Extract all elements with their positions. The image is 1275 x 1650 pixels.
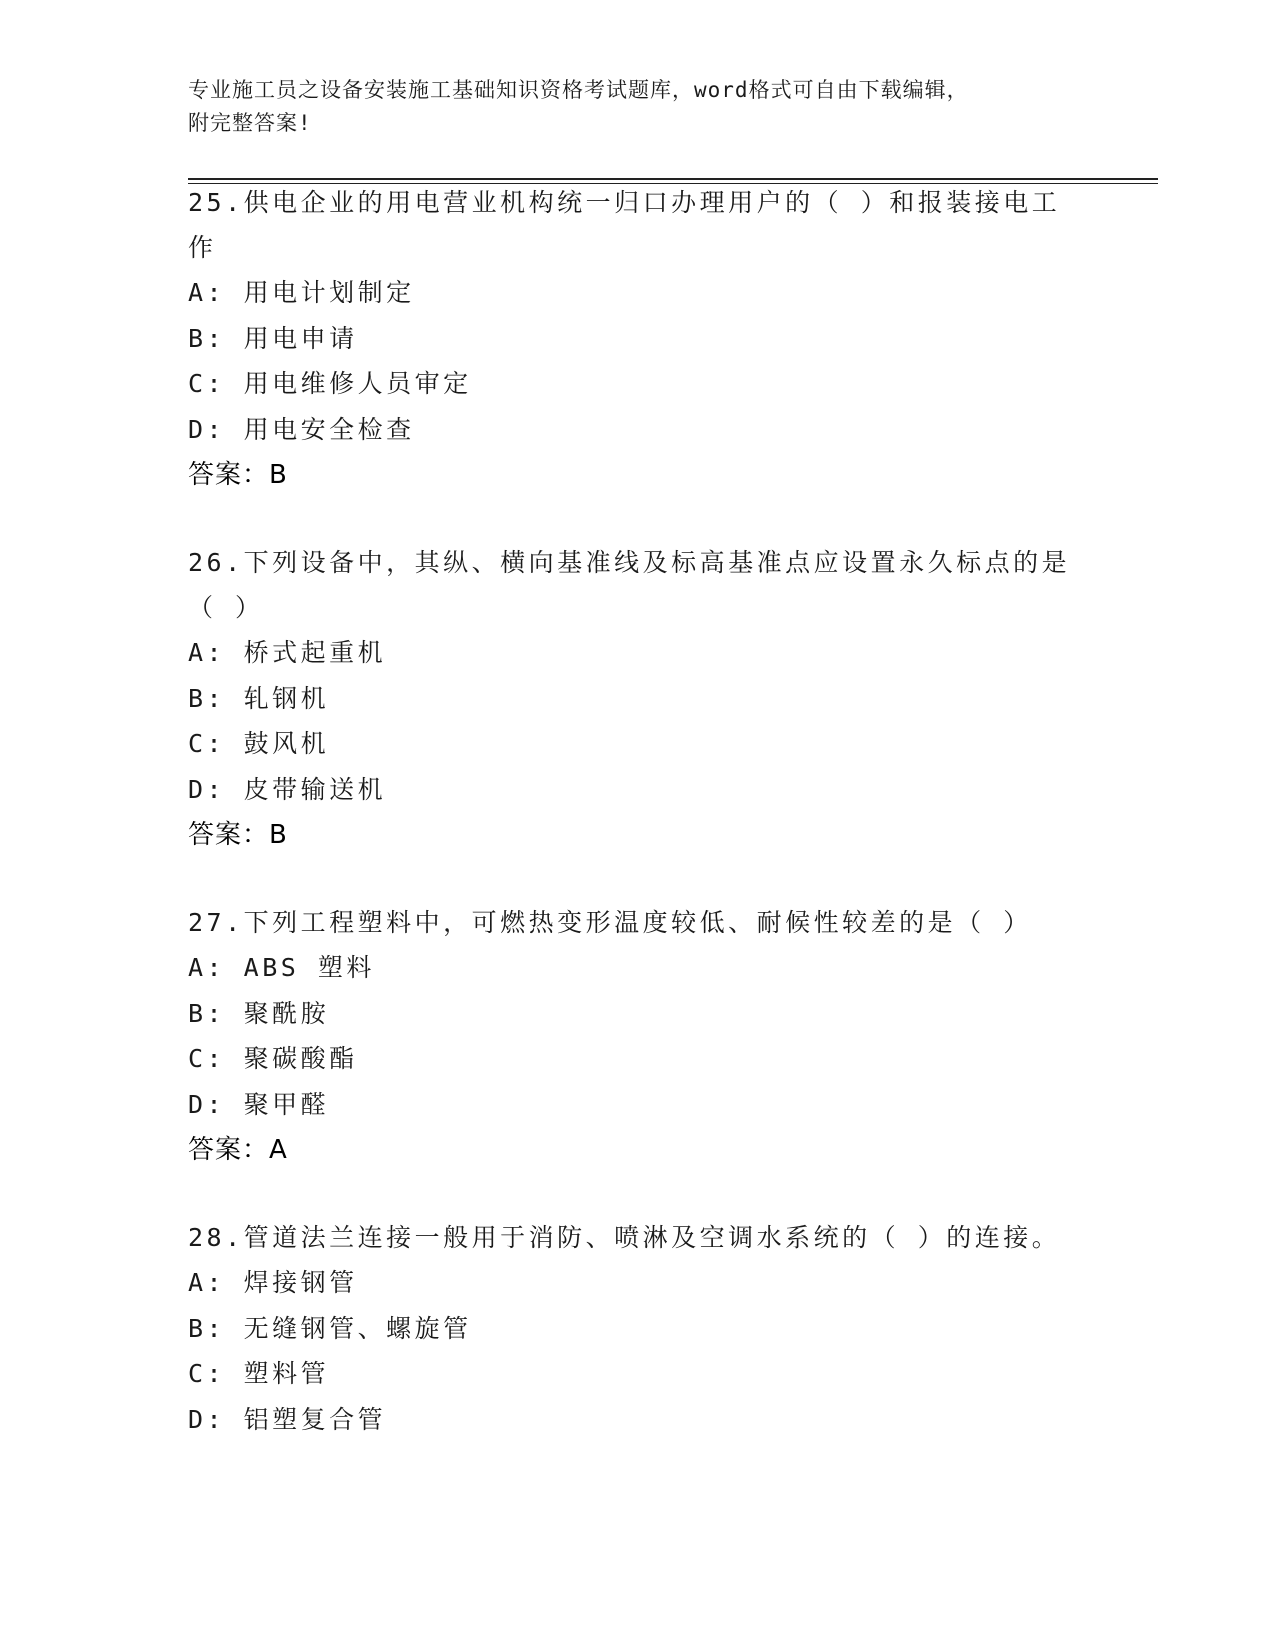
option-c: C: 聚碳酸酯 bbox=[188, 1044, 358, 1073]
option-b: B: 轧钢机 bbox=[188, 683, 330, 713]
question-25 bbox=[188, 180, 1088, 498]
document-header bbox=[188, 74, 1068, 140]
answer: 答案：B bbox=[188, 460, 288, 490]
question-27 bbox=[188, 900, 1088, 1173]
option-b: B: 聚酰胺 bbox=[188, 998, 330, 1028]
question-26 bbox=[188, 540, 1088, 858]
option-c: C: 用电维修人员审定 bbox=[188, 369, 472, 398]
option-a: A: 桥式起重机 bbox=[188, 638, 387, 667]
option-a: A: 焊接钢管 bbox=[188, 1268, 358, 1297]
question-stem: 28.管道法兰连接一般用于消防、喷淋及空调水系统的（ ）的连接。 bbox=[188, 1223, 1061, 1252]
option-d: D: 铝塑复合管 bbox=[188, 1404, 387, 1434]
option-d: D: 用电安全检查 bbox=[188, 414, 415, 444]
option-b: B: 用电申请 bbox=[188, 323, 358, 353]
question-stem: 25.供电企业的用电营业机构统一归口办理用户的（ ）和报装接电工作 bbox=[188, 188, 1061, 262]
answer: 答案：A bbox=[188, 1135, 288, 1165]
header-line-2: 附完整答案! bbox=[188, 111, 312, 135]
option-c: C: 塑料管 bbox=[188, 1359, 330, 1388]
option-d: D: 聚甲醛 bbox=[188, 1089, 330, 1119]
header-line-1: 专业施工员之设备安装施工基础知识资格考试题库，word格式可自由下载编辑， bbox=[188, 78, 969, 102]
question-stem: 27.下列工程塑料中，可燃热变形温度较低、耐候性较差的是（ ） bbox=[188, 908, 1032, 937]
option-c: C: 鼓风机 bbox=[188, 729, 330, 758]
option-d: D: 皮带输送机 bbox=[188, 774, 387, 804]
answer: 答案：B bbox=[188, 820, 288, 850]
option-a: A: ABS 塑料 bbox=[188, 953, 375, 982]
option-a: A: 用电计划制定 bbox=[188, 278, 415, 307]
question-stem: 26.下列设备中，其纵、横向基准线及标高基准点应设置永久标点的是（ ） bbox=[188, 548, 1071, 622]
option-b: B: 无缝钢管、螺旋管 bbox=[188, 1313, 472, 1343]
question-28 bbox=[188, 1215, 1088, 1442]
